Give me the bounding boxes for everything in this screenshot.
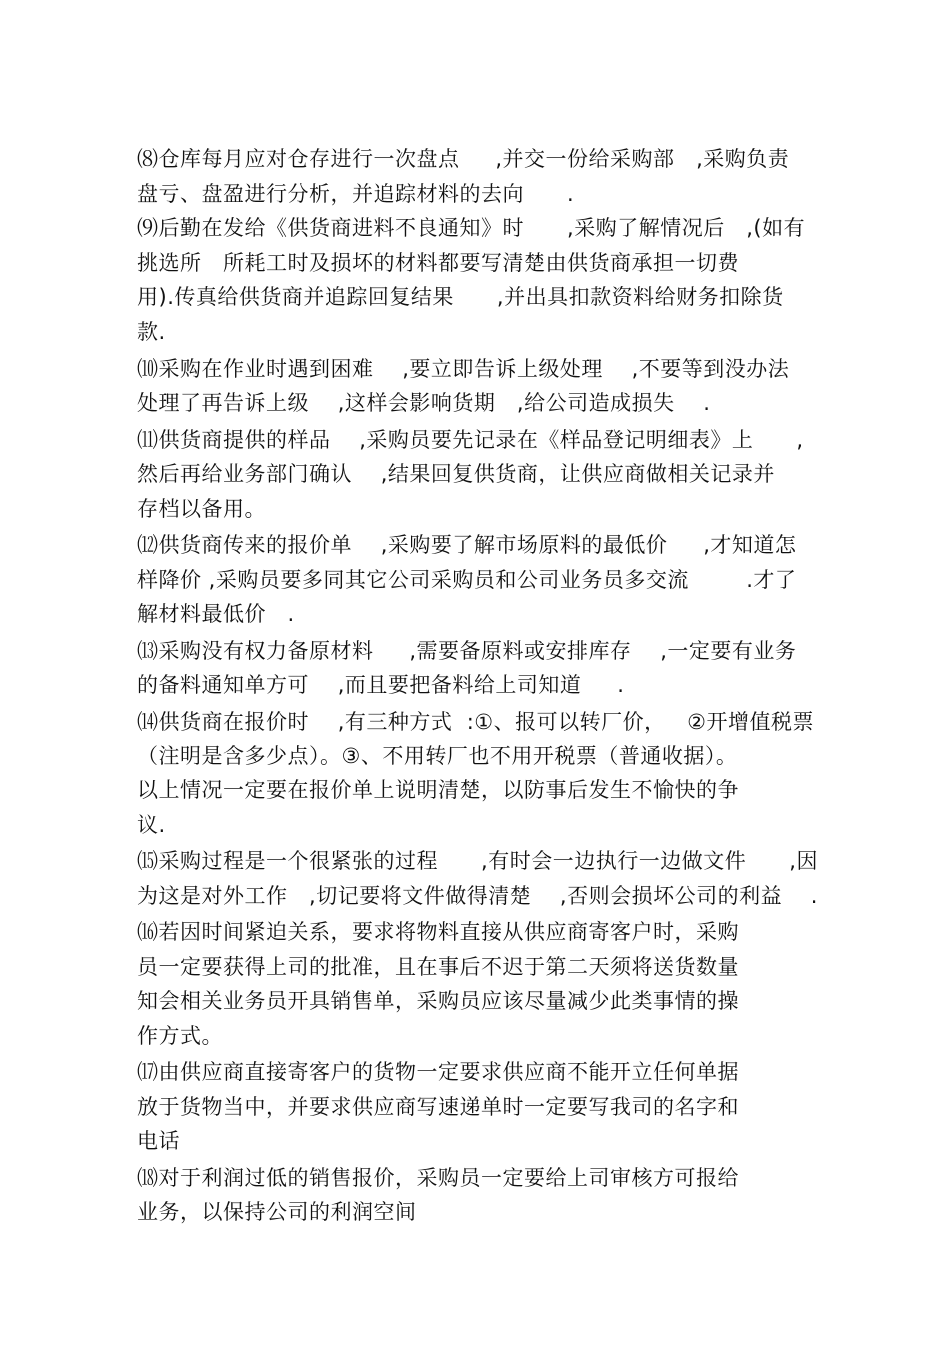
text-line: 以上情况一定要在报价单上说明清楚，以防事后发生不愉快的争 [137,778,739,802]
text-line: 款. [137,320,166,344]
text-line: 电话 [137,1129,180,1153]
text-line: 用).传真给供货商并追踪回复结果 ,并出具扣款资料给财务扣除货 [137,285,784,309]
text-line: 挑选所 所耗工时及损坏的材料都要写清楚由供货商承担一切费 [137,251,740,275]
text-line: （注明是含多少点）。③、不用转厂也不用开税票（普通收据）。 [137,744,738,768]
text-line: ⒅对于利润过低的销售报价，采购员一定要给上司审核方可报给 [137,1166,739,1190]
text-line: ⒀采购没有权力备原材料 ,需要备原料或安排库存 ,一定要有业务 [137,639,797,663]
text-line: ⑽采购在作业时遇到困难 ,要立即告诉上级处理 ,不要等到没办法 [137,357,790,381]
text-line: 样降价 ,采购员要多同其它公司采购员和公司业务员多交流 .才了 [137,568,797,592]
text-line: 盘亏、盘盈进行分析，并追踪材料的去向 . [137,182,575,206]
text-line: 业务，以保持公司的利润空间 [137,1200,417,1224]
text-line: 解材料最低价 . [137,602,295,626]
text-line: 作方式。 [137,1024,223,1048]
text-line: 处理了再告诉上级 ,这样会影响货期 ,给公司造成损失 . [137,391,711,415]
text-line: ⒃若因时间紧迫关系，要求将物料直接从供应商寄客户时，采购 [137,920,739,944]
text-line: ⑿供货商传来的报价单 ,采购要了解市场原料的最低价 ,才知道怎 [137,533,797,557]
text-line: 为这是对外工作 ,切记要将文件做得清楚 ,否则会损坏公司的利益 . [137,884,818,908]
text-line: 存档以备用。 [137,497,266,521]
text-line: 员一定要获得上司的批准，且在事后不迟于第二天须将送货数量 [137,955,739,979]
text-line: ⑻仓库每月应对仓存进行一次盘点 ,并交一份给采购部 ,采购负责 [137,147,790,171]
text-line: 议. [137,813,166,837]
text-line: ⑾供货商提供的样品 ,采购员要先记录在《样品登记明细表》上 , [137,428,804,452]
text-line: 的备料通知单方可 ,而且要把备料给上司知道 . [137,673,625,697]
text-line: ⒄由供应商直接寄客户的货物一定要求供应商不能开立任何单据 [137,1060,739,1084]
text-line: ⒂采购过程是一个很紧张的过程 ,有时会一边执行一边做文件 ,因 [137,849,818,873]
text-line: 放于货物当中，并要求供应商写速递单时一定要写我司的名字和 [137,1095,739,1119]
text-line: 然后再给业务部门确认 ,结果回复供货商，让供应商做相关记录并 [137,462,775,486]
text-line: ⑼后勤在发给《供货商进料不良通知》时 ,采购了解情况后 ,(如有 [137,216,806,240]
text-line: ⒁供货商在报价时 ,有三种方式 :①、报可以转厂价， ②开增值税票 [137,710,814,734]
text-line: 知会相关业务员开具销售单，采购员应该尽量减少此类事情的操 [137,989,739,1013]
